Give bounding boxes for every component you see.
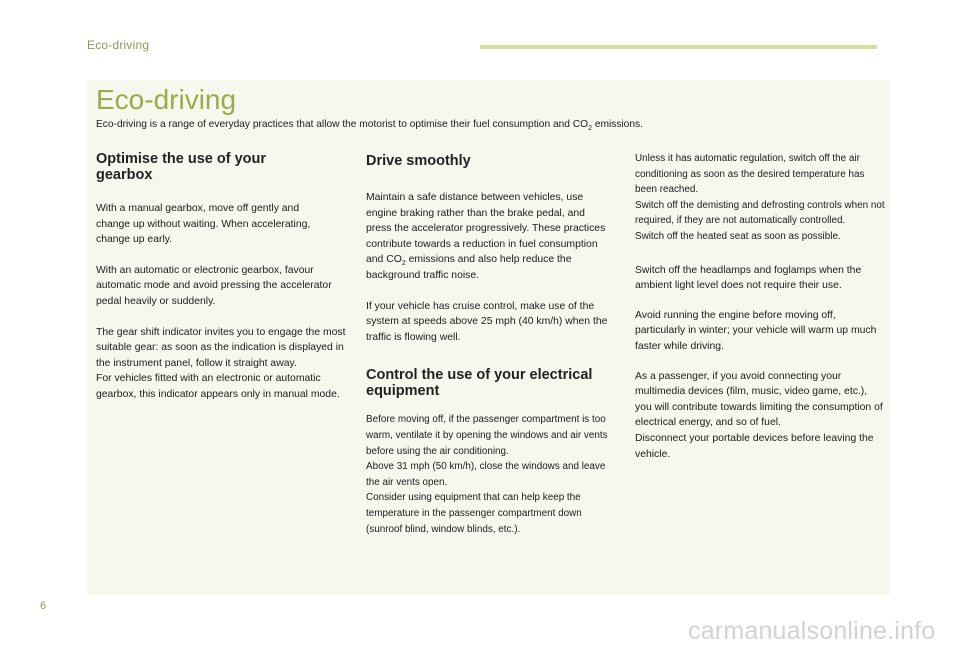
running-header: Eco-driving	[87, 38, 150, 52]
electrical-line-2: Above 31 mph (50 km/h), close the windows and leave the air vents open.	[366, 461, 606, 488]
column-gearbox	[96, 151, 350, 403]
equipment-block-a	[635, 151, 885, 245]
intro-text	[96, 118, 886, 131]
headlamps-paragraph: Switch off the headlamps and foglamps when the ambient light level does not require their use.	[635, 264, 862, 292]
drive-paragraph-1-start: Maintain a safe distance between vehicles, use engine braking rather than the brake pedal, and press the accelerator progressively. These practices contribute towards a reduction in fuel consumption and CO	[366, 192, 606, 266]
header-bar	[480, 45, 877, 49]
intro-subscript: 2	[588, 125, 592, 133]
electrical-line-3: Consider using equipment that can help keep the temperature in the passenger compartment down (sunroof blind, window blinds, etc.).	[366, 492, 582, 535]
drive-paragraph-1	[366, 190, 611, 284]
drive-heading: Drive smoothly	[366, 153, 471, 169]
passenger-paragraph: As a passenger, if you avoid connecting your multimedia devices (film, music, video game, etc.), you will contribute towards limiting the consumption of electrical energy, and so of fuel.	[635, 370, 883, 429]
equipment-line-1: Unless it has automatic regulation, switch off the air conditioning as soon as the desired temperature has been reached.	[635, 153, 865, 196]
gearbox-paragraph-2: With an automatic or electronic gearbox, favour automatic mode and avoid pressing the accelerator pedal heavily or suddenly.	[96, 264, 332, 307]
column-drive	[366, 151, 616, 537]
watermark: carmanualsonline.info	[688, 617, 936, 645]
drive-subscript: 2	[401, 260, 406, 268]
gearbox-paragraph-1: With a manual gearbox, move off gently and change up without waiting. When accelerating, change up early.	[96, 203, 311, 246]
intro-text-start: Eco-driving is a range of everyday practices that allow the motorist to optimise their fuel consumption and CO	[96, 119, 589, 130]
page-title: Eco-driving	[96, 84, 237, 115]
electrical-line-1: Before moving off, if the passenger compartment is too warm, ventilate it by opening the windows and air vents before using the air conditioning.	[366, 414, 608, 457]
drive-paragraph-2: If your vehicle has cruise control, make use of the system at speeds above 25 mph (40 km/h) when the traffic is flowing well.	[366, 300, 608, 343]
gearbox-heading: Optimise the use of your gearbox	[96, 151, 266, 183]
electrical-text	[366, 412, 616, 537]
electrical-heading: Control the use of your electrical equipment	[366, 367, 593, 400]
column-equipment	[635, 151, 885, 462]
engine-paragraph: Avoid running the engine before moving off, particularly in winter; your vehicle will warm up much faster while driving.	[635, 309, 877, 352]
gearbox-paragraph-3a: The gear shift indicator invites you to engage the most suitable gear: as soon as the indication is displayed in the instrument panel, follow it straight away.	[96, 326, 346, 369]
page-number: 6	[40, 600, 47, 612]
disconnect-paragraph: Disconnect your portable devices before leaving the vehicle.	[635, 432, 874, 460]
equipment-line-2: Switch off the demisting and defrosting controls when not required, if they are not automatically controlled.	[635, 199, 885, 227]
intro-text-end: emissions.	[591, 119, 643, 130]
equipment-line-3: Switch off the heated seat as soon as possible.	[635, 230, 841, 242]
gearbox-paragraph-3b: For vehicles fitted with an electronic or automatic gearbox, this indicator appears only in manual mode.	[96, 373, 340, 400]
drive-paragraph-1-end: emissions and also help reduce the background traffic noise.	[366, 254, 572, 281]
